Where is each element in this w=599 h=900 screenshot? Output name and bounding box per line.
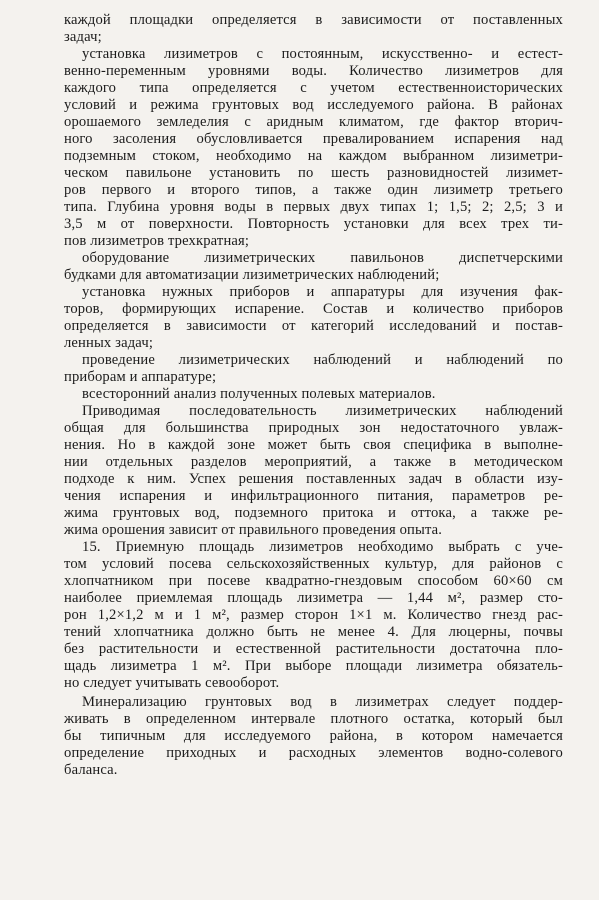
text-line: подземным стоком, необходимо на каждом выбранном лизиметри- bbox=[64, 148, 563, 164]
text-line: оборудование лизиметрических павильонов диспетчерскими bbox=[82, 250, 563, 266]
text-line: щадь лизиметра 1 м². При выборе площади лизиметра обязатель- bbox=[64, 658, 563, 674]
text-line: определяется в зависимости от категорий исследований и постав- bbox=[64, 318, 563, 334]
text-line: хлопчатником при посеве квадратно-гнездовым способом 60×60 см bbox=[64, 573, 563, 589]
text-line: бы типичным для исследуемого района, в котором намечается bbox=[64, 728, 563, 744]
text-line: общая для большинства природных зон недостаточного увлаж- bbox=[64, 420, 563, 436]
text-line: ческом павильоне установить по шесть разновидностей лизимет- bbox=[64, 165, 563, 181]
text-line: 15. Приемную площадь лизиметров необходимо выбрать с уче- bbox=[82, 539, 563, 555]
text-line: Приводимая последовательность лизиметрических наблюдений bbox=[82, 403, 563, 419]
text-line: типа. Глубина уровня воды в первых двух типах 1; 1,5; 2; 2,5; 3 и bbox=[64, 199, 563, 215]
text-line: торов, формирующих испарение. Состав и количество приборов bbox=[64, 301, 563, 317]
text-line: живать в определенном интервале плотного остатка, который был bbox=[64, 711, 563, 727]
text-line: проведение лизиметрических наблюдений и наблюдений по bbox=[82, 352, 563, 368]
text-line: но следует учитывать севооборот. bbox=[64, 675, 280, 691]
text-line: 3,5 м от поверхности. Повторность установки для всех трех ти- bbox=[64, 216, 563, 232]
text-line: приборам и аппаратуре; bbox=[64, 369, 217, 385]
text-line: ров первого и второго типов, а также один лизиметр третьего bbox=[64, 182, 563, 198]
text-line: всесторонний анализ полученных полевых материалов. bbox=[82, 386, 436, 402]
text-line: том условий посева сельскохозяйственных культур, для районов с bbox=[64, 556, 563, 572]
text-line: рон 1,2×1,2 м и 1 м², размер сторон 1×1 м. Количество гнезд рас- bbox=[64, 607, 563, 623]
text-line: пов лизиметров трехкратная; bbox=[64, 233, 250, 249]
text-line: подходе к ним. Успех решения поставленных задач в области изу- bbox=[64, 471, 563, 487]
text-line: установка лизиметров с постоянным, искусственно- и естест- bbox=[82, 46, 563, 62]
text-line: баланса. bbox=[64, 762, 118, 778]
text-line: жима орошения зависит от правильного проведения опыта. bbox=[64, 522, 443, 538]
text-line: каждой площадки определяется в зависимости от поставленных bbox=[64, 12, 563, 28]
text-line: жима грунтовых вод, подземного притока и оттока, а также ре- bbox=[64, 505, 563, 521]
text-line: без растительности и естественной растительности достаточна пло- bbox=[64, 641, 563, 657]
text-line: задач; bbox=[64, 29, 102, 45]
text-line: нии отдельных разделов мероприятий, а также в методическом bbox=[64, 454, 563, 470]
text-line: наиболее приемлемая площадь лизиметра — 1,44 м², размер сто- bbox=[64, 590, 563, 606]
text-line: тений хлопчатника должно быть не менее 4. Для люцерны, почвы bbox=[64, 624, 563, 640]
text-line: определение приходных и расходных элементов водно-солевого bbox=[64, 745, 563, 761]
text-line: установка нужных приборов и аппаратуры для изучения фак- bbox=[82, 284, 563, 300]
text-line: нения. Но в каждой зоне может быть своя специфика в выполне- bbox=[64, 437, 563, 453]
text-line: условий и режима грунтовых вод исследуемого района. В районах bbox=[64, 97, 563, 113]
text-line: чения испарения и инфильтрационного питания, параметров ре- bbox=[64, 488, 563, 504]
text-line: каждого типа определяется с учетом естественноисторических bbox=[64, 80, 563, 96]
text-line: орошаемого земледелия с аридным климатом, где фактор вторич- bbox=[64, 114, 563, 130]
text-line: венно-переменным уровнями воды. Количество лизиметров для bbox=[64, 63, 563, 79]
text-line: Минерализацию грунтовых вод в лизиметрах следует поддер- bbox=[82, 694, 563, 710]
text-line: ленных задач; bbox=[64, 335, 154, 351]
text-line: будками для автоматизации лизиметрических наблюдений; bbox=[64, 267, 440, 283]
text-line: ного засоления обусловливается превалированием испарения над bbox=[64, 131, 563, 147]
